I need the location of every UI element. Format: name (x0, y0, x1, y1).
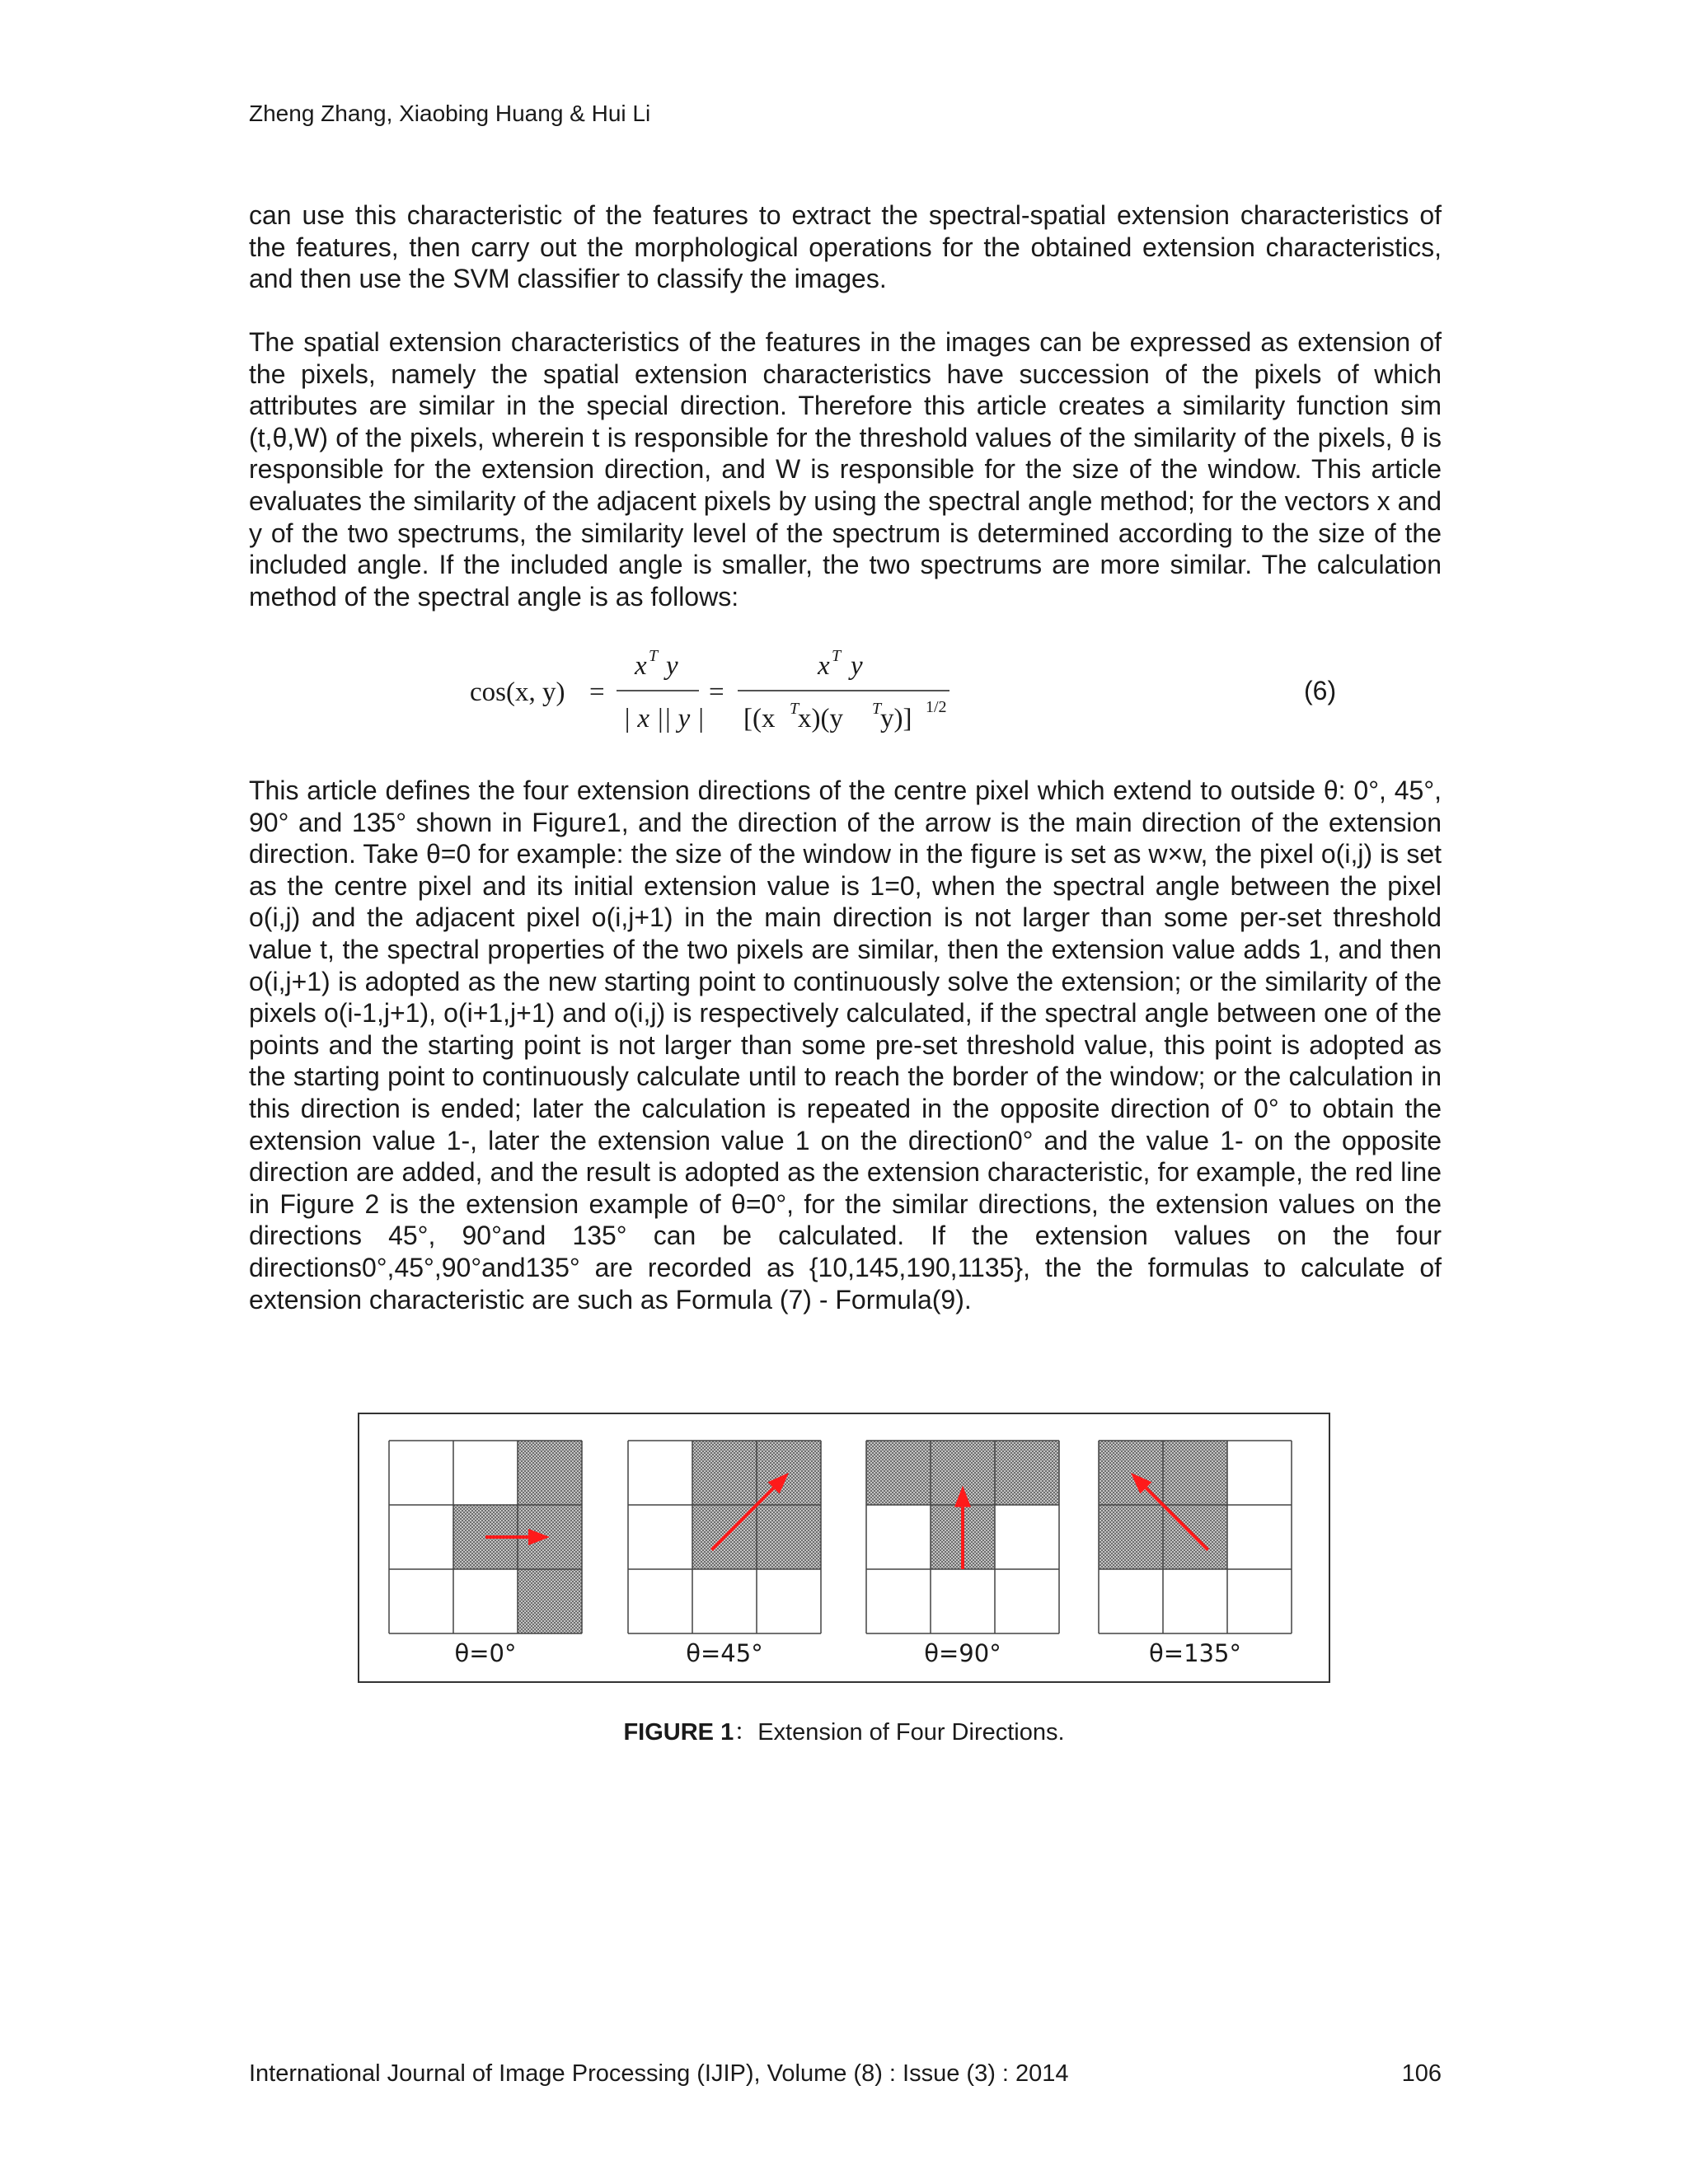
paragraph-3: This article defines the four extension directions of the centre pixel which extend to outside θ: 0°, 45°, 90° and 135° shown in Figure1, and the direction of the arrow is the main direction of the extension direction. Take θ=0 for example: the size of the window in the figure is set as w×w, the pixel o(i,j) is set as the centre pixel and its initial extension value is 1=0, when the spectral angle between the pixel o(i,j) and the adjacent pixel o(i,j+1) in the main direction is not larger than some per-set threshold value t, the spectral properties of the two pixels are similar, then the extension value adds 1, and then o(i,j+1) is adopted as the new starting point to continuously solve the extension; or the similarity of the pixels o(i-1,j+1), o(i+1,j+1) and o(i,j) is respectively calculated, if the spectral angle between one of the points and the starting point is not larger than some pre-set threshold value, this point is adopted as the starting point to continuously calculate until to reach the border of the window; or the calculation in this direction is ended; later the calculation is repeated in the opposite direction of 0° to obtain the extension value 1-, later the extension value 1 on the direction0° and the value 1- on the opposite direction are added, and the result is adopted as the extension characteristic, for example, the red line in Figure 2 is the extension example of θ=0°, for the similar directions, the extension values on the directions 45°, 90°and 135° can be calculated. If the extension values on the four directions0°,45°,90°and135° are recorded as {10,145,190,1135}, the the formulas to calculate of extension characteristic are such as Formula (7) - Formula(9). (249, 776, 1442, 1315)
denom1: | x || y | (623, 704, 705, 733)
shaded-cell (692, 1441, 757, 1505)
denom2-mid: x)(y (798, 704, 843, 733)
num1-T: T (649, 647, 659, 665)
figure-1-diagram (359, 1414, 1329, 1681)
figure-caption (0, 1716, 1688, 1749)
panel-label: θ=90° (924, 1639, 1001, 1667)
num1-x: x (635, 651, 647, 681)
page-number: 106 (1401, 2060, 1442, 2087)
direction-panel-1 (628, 1441, 821, 1667)
panel-label: θ=0° (454, 1639, 517, 1667)
denom2-close: y)] (880, 704, 912, 733)
paragraph-2: The spatial extension characteristics of the features in the images can be expressed as extension of the pixels, namely the spatial extension characteristics have succession of the pixels of which attributes are similar in the special direction. Therefore this article creates a similarity function sim (t,θ,W) of the pixels, wherein t is responsible for the threshold values of the similarity of the pixels, θ is responsible for the extension direction, and W is responsible for the size of the window. This article evaluates the similarity of the adjacent pixels by using the spectral angle method; for the vectors x and y of the two spectrums, the similarity level of the spectrum is determined according to the size of the included angle. If the included angle is smaller, the two spectrums are more similar. The calculation method of the spectral angle is as follows: (249, 327, 1442, 612)
num1-y: y (666, 651, 678, 681)
shaded-cell (757, 1505, 821, 1569)
page-footer (249, 2057, 1442, 2090)
eq-equals-1: = (589, 677, 605, 707)
shaded-cell (518, 1441, 582, 1505)
direction-panel-2 (866, 1441, 1059, 1667)
denom2-T2: T (872, 700, 882, 718)
paragraph-1: can use this characteristic of the features to extract the spectral-spatial extension characteristics of the features, then carry out the morphological operations for the obtained extension characteristics, and then use the SVM classifier to classify the images. (249, 200, 1442, 294)
eq-lhs: cos(x, y) (470, 677, 565, 707)
direction-panel-3 (1099, 1441, 1292, 1667)
num2-x: x (818, 651, 830, 681)
equation-6 (462, 643, 973, 742)
denom2-exponent: 1/2 (926, 698, 947, 716)
shaded-cell (866, 1441, 931, 1505)
running-header: Zheng Zhang, Xiaobing Huang & Hui Li (249, 101, 651, 126)
equation-number: (6) (1304, 676, 1337, 705)
num2-y: y (851, 651, 863, 681)
caption-label: FIGURE 1 (623, 1719, 734, 1746)
shaded-cell (518, 1569, 582, 1633)
journal-citation: International Journal of Image Processing (IJIP), Volume (8) : Issue (3) : 2014 (249, 2060, 1069, 2087)
eq-equals-2: = (709, 677, 724, 707)
caption-separator: ： (734, 1719, 758, 1746)
panel-label: θ=45° (686, 1639, 763, 1667)
direction-panel-0 (389, 1441, 582, 1667)
shaded-cell (995, 1441, 1059, 1505)
caption-text: Extension of Four Directions. (757, 1719, 1065, 1746)
panel-label: θ=135° (1149, 1639, 1241, 1667)
num2-T: T (832, 647, 842, 665)
denom2-open: [(x (743, 704, 776, 733)
denom2-T1: T (790, 700, 799, 718)
figure-1 (358, 1413, 1330, 1683)
shaded-cell (1099, 1505, 1163, 1569)
shaded-cell (1163, 1441, 1227, 1505)
